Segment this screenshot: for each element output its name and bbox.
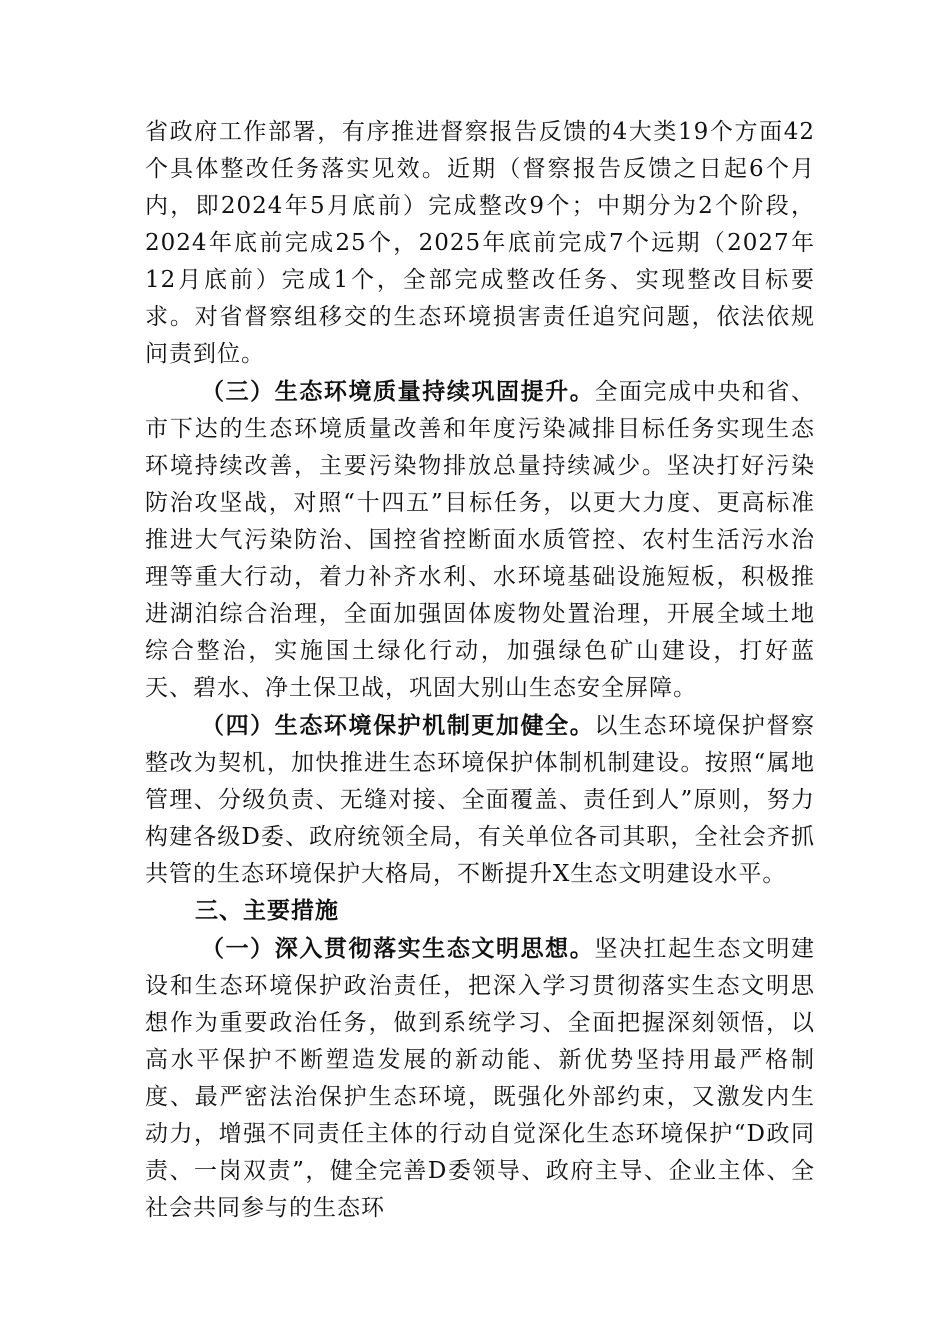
paragraph-lead-goal-3: （三）生态环境质量持续巩固提升。 [201, 378, 595, 405]
paragraph-text: 坚决扛起生态文明建设和生态环境保护政治责任，把深入学习贯彻落实生态文明思想作为重要政治任务，做到系统学习、全面把握深刻领悟，以高水平保护不断塑造发展的新动能、新优势坚持用最严格制度、最严密法治保护生态环境，既强化外部约束，又激发内生动力，增强不同责任主体的行动自觉深化生态环境保护“D政同责、一岗双责”，健全完善D委领导、政府主导、企业主体、全社会共同参与的生态环 [145, 936, 816, 1221]
paragraph-lead-measure-1: （一）深入贯彻落实生态文明思想。 [201, 935, 595, 962]
paragraph-continued [145, 114, 815, 373]
paragraph-goal-4 [145, 707, 815, 893]
paragraph-text: 省政府工作部署，有序推进督察报告反馈的4大类19个方面42个具体整改任务落实见效。近期（督察报告反馈之日起6个月内，即2024年5月底前）完成整改9个；中期分为2个阶段，2024年底前完成25个，2025年底前完成7个远期（2027年12月底前）完成1个，全部完成整改任务、实现整改目标要求。对省督察组移交的生态环境损害责任追究问题，依法依规问责到位。 [145, 119, 815, 367]
paragraph-text: 以生态环境保护督察整改为契机，加快推进生态环境保护体制机制建设。按照“属地管理、分级负责、无缝对接、全面覆盖、责任到人”原则，努力构建各级D委、政府统领全局，有关单位各司其职，全社会齐抓共管的生态环境保护大格局，不断提升X生态文明建设水平。 [145, 713, 816, 887]
paragraph-text: 全面完成中央和省、市下达的生态环境质量改善和年度污染减排目标任务实现生态环境持续改善，主要污染物排放总量持续减少。坚决打好污染防治攻坚战，对照“十四五”目标任务，以更大力度、更高标准推进大气污染防治、国控省控断面水质管控、农村生活污水治理等重大行动，着力补齐水利、水环境基础设施短板，积极推进湖泊综合治理，全面加强固体废物处置治理，开展全域土地综合整治，实施国土绿化行动，加强绿色矿山建设，打好蓝天、碧水、净土保卫战，巩固大别山生态安全屏障。 [145, 379, 816, 701]
paragraph-lead-goal-4: （四）生态环境保护机制更加健全。 [201, 712, 595, 739]
section-heading-measures: 三、主要措施 [195, 898, 339, 924]
document-body [145, 114, 815, 1227]
paragraph-measure-1 [145, 930, 815, 1227]
paragraph-goal-3 [145, 373, 815, 707]
